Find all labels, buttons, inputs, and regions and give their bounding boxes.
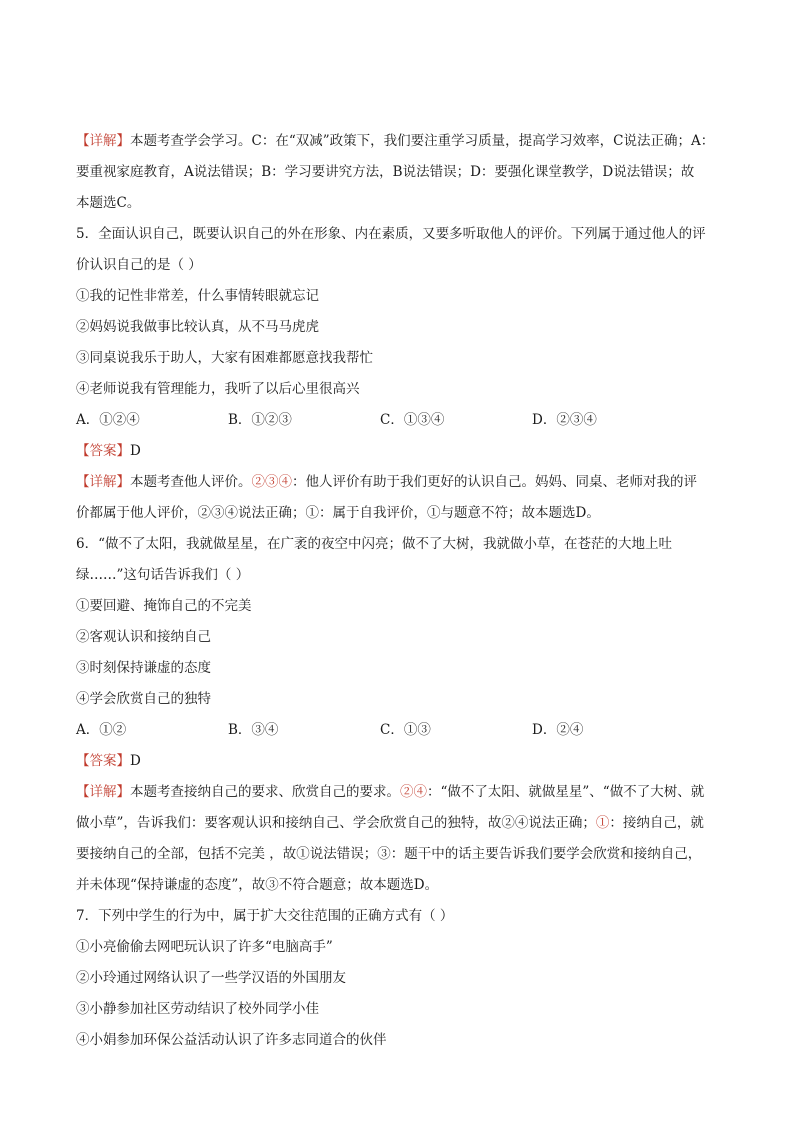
detail-highlight: ②④ xyxy=(400,784,427,800)
question-5-stem: 价认识自己的是（ ） xyxy=(76,257,202,273)
question-5-item: ②妈妈说我做事比较认真，从不马马虎虎 xyxy=(76,319,319,335)
question-6-options xyxy=(76,715,722,746)
detail-label: 【详解】 xyxy=(76,784,130,800)
answer-value: D xyxy=(130,753,141,769)
option-c: C．①③④ xyxy=(380,412,445,428)
question-6-item: ②客观认识和接纳自己 xyxy=(76,629,211,645)
question-6-detail: 并未体现“保持谦虚的态度”，故③不符合题意；故本题选D。 xyxy=(76,877,439,893)
detail-text: 本题考查学会学习。C：在“双减”政策下，我们要注重学习质量，提高学习效率，C说法正确；A： xyxy=(130,133,715,149)
question-6-stem: 绿……”这句话告诉我们（ ） xyxy=(76,567,250,583)
option-a: A．①② xyxy=(76,722,127,738)
option-b: B．③④ xyxy=(228,722,279,738)
detail-line: 要重视家庭教育，A说法错误；B：学习要讲究方法，B说法错误；D：要强化课堂教学，D说法错误；故 xyxy=(76,164,695,180)
option-d: D．②④ xyxy=(532,722,584,738)
detail-label: 【详解】 xyxy=(76,133,130,149)
question-5-detail xyxy=(76,467,722,498)
question-5-detail: 价都属于他人评价，②③④说法正确；①：属于自我评价，①与题意不符；故本题选D。 xyxy=(76,505,600,521)
question-6-item: ①要回避、掩饰自己的不完美 xyxy=(76,598,252,614)
question-5-item: ③同桌说我乐于助人，大家有困难都愿意找我帮忙 xyxy=(76,350,373,366)
question-5-answer xyxy=(76,436,722,467)
question-6-item: ④学会欣赏自己的独特 xyxy=(76,691,211,707)
question-6-item: ③时刻保持谦虚的态度 xyxy=(76,660,211,676)
question-7-item: ④小娟参加环保公益活动认识了许多志同道合的伙伴 xyxy=(76,1032,387,1048)
question-7-stem: 7．下列中学生的行为中，属于扩大交往范围的正确方式有（ ） xyxy=(76,908,454,924)
question-7-item: ①小亮偷偷去网吧玩认识了许多“电脑高手” xyxy=(76,939,333,955)
detail-text: 做小草”，告诉我们：要客观认识和接纳自己、学会欣赏自己的独特，故②④说法正确； xyxy=(76,815,596,831)
detail-text: ：他人评价有助于我们更好的认识自己。妈妈、同桌、老师对我的评 xyxy=(292,474,697,490)
document-content xyxy=(76,126,722,1056)
detail-line: 本题选C。 xyxy=(76,195,141,211)
question-5-stem: 5．全面认识自己，既要认识自己的外在形象、内在素质，又要多听取他人的评价。下列属于通过他人的评 xyxy=(76,226,706,242)
answer-label: 【答案】 xyxy=(76,443,130,459)
question-6-detail: 要接纳自己的全部，包括不完美 ，故①说法错误；③：题干中的话主要告诉我们要学会欣赏和接纳自己， xyxy=(76,846,702,862)
detail-highlight: ① xyxy=(595,815,610,831)
question-6-detail xyxy=(76,777,722,808)
detail-highlight: ②③④ xyxy=(251,474,292,490)
option-c: C．①③ xyxy=(380,722,431,738)
detail-text: 本题考查他人评价。 xyxy=(130,474,252,490)
question-6-detail xyxy=(76,808,722,839)
detail-text: ：接纳自己，就 xyxy=(609,815,704,831)
question-7-item: ③小静参加社区劳动结识了校外同学小佳 xyxy=(76,1001,319,1017)
question-5-item: ①我的记性非常差，什么事情转眼就忘记 xyxy=(76,288,319,304)
option-a: A．①②④ xyxy=(76,412,140,428)
question-6-answer xyxy=(76,746,722,777)
detail-text: 本题考查接纳自己的要求、欣赏自己的要求。 xyxy=(130,784,400,800)
detail-line xyxy=(76,126,722,157)
question-5-options xyxy=(76,405,722,436)
answer-value: D xyxy=(130,443,141,459)
option-b: B．①②③ xyxy=(228,412,292,428)
answer-label: 【答案】 xyxy=(76,753,130,769)
question-6-stem: 6．“做不了太阳，我就做星星，在广袤的夜空中闪亮；做不了大树，我就做小草，在苍茫的大地上吐 xyxy=(76,536,672,552)
question-7-item: ②小玲通过网络认识了一些学汉语的外国朋友 xyxy=(76,970,346,986)
detail-label: 【详解】 xyxy=(76,474,130,490)
detail-text: ：“做不了太阳、就做星星”、“做不了大树、就 xyxy=(427,784,705,800)
question-5-item: ④老师说我有管理能力，我听了以后心里很高兴 xyxy=(76,381,360,397)
option-d: D．②③④ xyxy=(532,412,597,428)
